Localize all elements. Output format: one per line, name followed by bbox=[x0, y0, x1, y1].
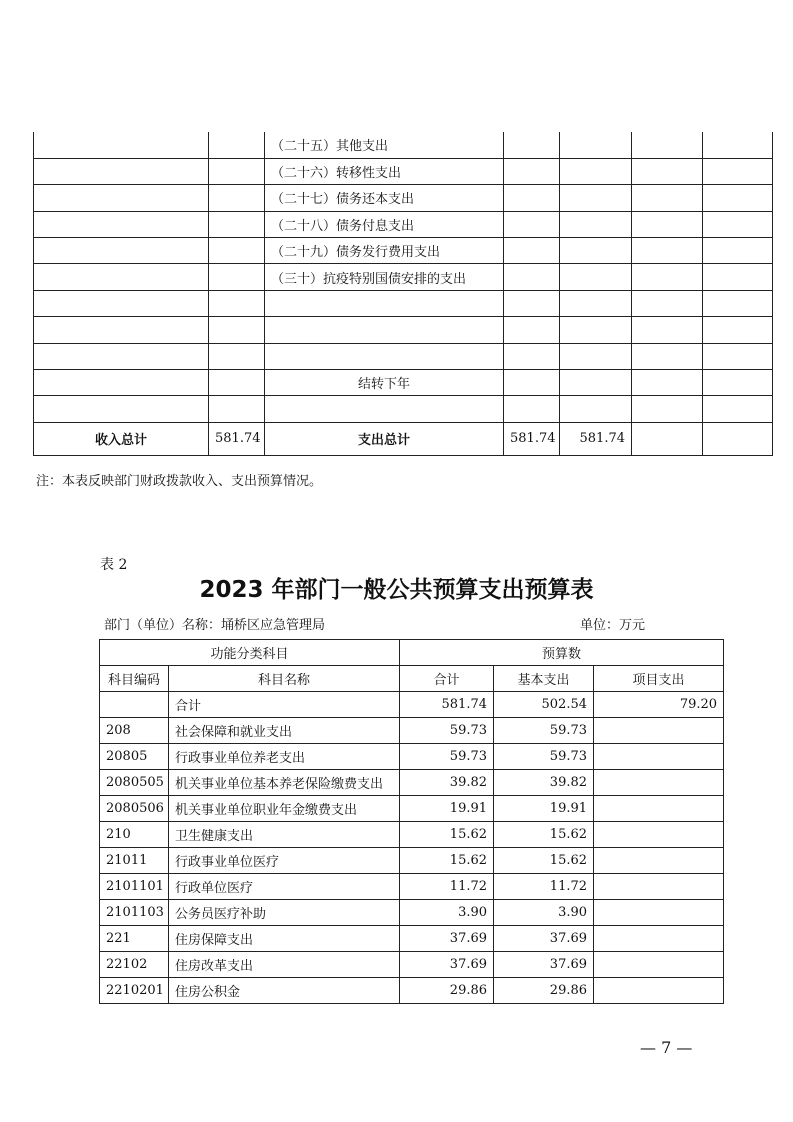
table-cell-name: 行政单位医疗 bbox=[169, 874, 400, 900]
table-cell-project bbox=[594, 952, 724, 978]
table-cell bbox=[265, 317, 504, 343]
table-cell bbox=[504, 185, 560, 211]
table-row bbox=[34, 317, 773, 343]
table-cell bbox=[265, 290, 504, 316]
table-cell bbox=[703, 317, 773, 343]
table-cell-project bbox=[594, 926, 724, 952]
table-row bbox=[100, 822, 724, 848]
table-row bbox=[34, 264, 773, 290]
table-cell bbox=[703, 343, 773, 369]
table-cell: （二十六）转移性支出 bbox=[265, 158, 504, 184]
table-cell bbox=[209, 132, 265, 158]
table-cell bbox=[265, 343, 504, 369]
table-cell-total: 3.90 bbox=[400, 900, 494, 926]
table-row bbox=[100, 926, 724, 952]
table-cell-project bbox=[594, 848, 724, 874]
table-cell bbox=[209, 185, 265, 211]
table-cell-total: 15.62 bbox=[400, 848, 494, 874]
page-number: — 7 — bbox=[640, 1038, 693, 1057]
table-cell bbox=[34, 370, 209, 396]
table-cell-code: 221 bbox=[100, 926, 169, 952]
table-row bbox=[100, 718, 724, 744]
table-header-row bbox=[100, 640, 724, 666]
table-row bbox=[34, 238, 773, 264]
table-cell bbox=[34, 238, 209, 264]
table-cell-code: 2080506 bbox=[100, 796, 169, 822]
table-cell-code: 2101103 bbox=[100, 900, 169, 926]
table-cell: （二十五）其他支出 bbox=[265, 132, 504, 158]
total-cell: 581.74 bbox=[560, 422, 632, 455]
table-cell bbox=[209, 238, 265, 264]
table-cell-name: 住房保障支出 bbox=[169, 926, 400, 952]
table-row bbox=[100, 900, 724, 926]
table-cell-project: 79.20 bbox=[594, 692, 724, 718]
table-cell-project bbox=[594, 978, 724, 1004]
table-cell-total: 59.73 bbox=[400, 718, 494, 744]
table-cell-name: 住房改革支出 bbox=[169, 952, 400, 978]
table-cell bbox=[632, 290, 703, 316]
table-cell bbox=[632, 317, 703, 343]
table-cell bbox=[632, 185, 703, 211]
total-row bbox=[34, 422, 773, 455]
table-cell-project bbox=[594, 770, 724, 796]
table-cell-total: 59.73 bbox=[400, 744, 494, 770]
table-cell bbox=[34, 343, 209, 369]
header-function-classification: 功能分类科目 bbox=[100, 640, 400, 666]
total-cell bbox=[703, 422, 773, 455]
table-cell bbox=[504, 290, 560, 316]
table-cell: （三十）抗疫特别国债安排的支出 bbox=[265, 264, 504, 290]
table-cell bbox=[560, 290, 632, 316]
table-cell-name: 卫生健康支出 bbox=[169, 822, 400, 848]
table-cell bbox=[703, 132, 773, 158]
table-note: 注：本表反映部门财政拨款收入、支出预算情况。 bbox=[36, 474, 323, 489]
header-total: 合计 bbox=[400, 666, 494, 692]
table-cell-total: 39.82 bbox=[400, 770, 494, 796]
table-cell-project bbox=[594, 900, 724, 926]
table-row bbox=[34, 343, 773, 369]
table-cell-project bbox=[594, 822, 724, 848]
table-cell-name: 行政事业单位医疗 bbox=[169, 848, 400, 874]
table-cell bbox=[560, 370, 632, 396]
table-row bbox=[34, 132, 773, 158]
table-cell bbox=[560, 132, 632, 158]
table-cell-basic: 3.90 bbox=[494, 900, 594, 926]
unit-label: 单位：万元 bbox=[580, 618, 646, 633]
page-title: 2023 年部门一般公共预算支出预算表 bbox=[199, 577, 594, 603]
table-cell-name: 合计 bbox=[169, 692, 400, 718]
table-cell bbox=[703, 396, 773, 422]
table-cell bbox=[265, 396, 504, 422]
table-cell-name: 公务员医疗补助 bbox=[169, 900, 400, 926]
table-cell bbox=[504, 211, 560, 237]
table-cell bbox=[560, 396, 632, 422]
table-cell: （二十八）债务付息支出 bbox=[265, 211, 504, 237]
table-row bbox=[34, 370, 773, 396]
table-cell-project bbox=[594, 874, 724, 900]
total-cell: 581.74 bbox=[209, 422, 265, 455]
header-basic: 基本支出 bbox=[494, 666, 594, 692]
table-cell bbox=[703, 211, 773, 237]
table-cell bbox=[504, 396, 560, 422]
table-cell-total: 11.72 bbox=[400, 874, 494, 900]
table-cell bbox=[209, 343, 265, 369]
table-cell bbox=[703, 290, 773, 316]
table-cell bbox=[209, 158, 265, 184]
table-cell bbox=[209, 396, 265, 422]
table-row bbox=[100, 796, 724, 822]
table-cell bbox=[34, 264, 209, 290]
table-row bbox=[34, 158, 773, 184]
table-cell bbox=[560, 317, 632, 343]
table-cell bbox=[703, 158, 773, 184]
table-cell bbox=[34, 396, 209, 422]
table-cell bbox=[560, 343, 632, 369]
table-cell bbox=[209, 370, 265, 396]
table-row bbox=[100, 874, 724, 900]
table-cell-code: 2210201 bbox=[100, 978, 169, 1004]
table-cell-basic: 502.54 bbox=[494, 692, 594, 718]
table-cell-total: 29.86 bbox=[400, 978, 494, 1004]
table-cell bbox=[504, 132, 560, 158]
total-cell: 支出总计 bbox=[265, 422, 504, 455]
table-cell bbox=[632, 343, 703, 369]
table-cell bbox=[34, 185, 209, 211]
table-cell-code bbox=[100, 692, 169, 718]
table-cell-basic: 39.82 bbox=[494, 770, 594, 796]
table-cell bbox=[560, 158, 632, 184]
table-cell-code: 22102 bbox=[100, 952, 169, 978]
table-row bbox=[100, 848, 724, 874]
table-cell-name: 行政事业单位养老支出 bbox=[169, 744, 400, 770]
table-number: 表 2 bbox=[100, 557, 128, 573]
table-cell-project bbox=[594, 718, 724, 744]
table-row bbox=[34, 211, 773, 237]
table-cell bbox=[560, 185, 632, 211]
table-cell-basic: 11.72 bbox=[494, 874, 594, 900]
table-cell-total: 19.91 bbox=[400, 796, 494, 822]
table-cell: 结转下年 bbox=[265, 370, 504, 396]
table-row bbox=[100, 978, 724, 1004]
table-cell bbox=[632, 132, 703, 158]
table-cell bbox=[34, 290, 209, 316]
header-code: 科目编码 bbox=[100, 666, 169, 692]
table-cell bbox=[632, 396, 703, 422]
table-cell-basic: 37.69 bbox=[494, 926, 594, 952]
total-cell: 收入总计 bbox=[34, 422, 209, 455]
table-cell-name: 社会保障和就业支出 bbox=[169, 718, 400, 744]
table-cell-code: 20805 bbox=[100, 744, 169, 770]
table-cell bbox=[209, 317, 265, 343]
expenditure-budget-table bbox=[99, 639, 724, 1004]
total-cell bbox=[632, 422, 703, 455]
table-cell-name: 机关事业单位基本养老保险缴费支出 bbox=[169, 770, 400, 796]
table-cell bbox=[703, 185, 773, 211]
table-cell bbox=[632, 211, 703, 237]
table-row bbox=[34, 396, 773, 422]
table-cell bbox=[209, 290, 265, 316]
header-name: 科目名称 bbox=[169, 666, 400, 692]
table-row bbox=[34, 185, 773, 211]
table-subheader-row bbox=[100, 666, 724, 692]
income-expense-table bbox=[33, 132, 773, 456]
table-cell-total: 581.74 bbox=[400, 692, 494, 718]
table-cell bbox=[560, 211, 632, 237]
table-cell: （二十九）债务发行费用支出 bbox=[265, 238, 504, 264]
table-cell bbox=[504, 370, 560, 396]
table-row bbox=[100, 744, 724, 770]
table-cell bbox=[703, 238, 773, 264]
table-cell bbox=[504, 343, 560, 369]
table-cell-basic: 19.91 bbox=[494, 796, 594, 822]
table-cell bbox=[209, 264, 265, 290]
table-cell-total: 15.62 bbox=[400, 822, 494, 848]
table-cell-name: 住房公积金 bbox=[169, 978, 400, 1004]
table-cell-code: 210 bbox=[100, 822, 169, 848]
table-cell bbox=[34, 317, 209, 343]
table-cell bbox=[632, 264, 703, 290]
table-cell bbox=[504, 317, 560, 343]
table-cell bbox=[560, 264, 632, 290]
table-row bbox=[100, 692, 724, 718]
table-row bbox=[100, 770, 724, 796]
table-cell-name: 机关事业单位职业年金缴费支出 bbox=[169, 796, 400, 822]
table-cell bbox=[209, 211, 265, 237]
table-cell-basic: 59.73 bbox=[494, 744, 594, 770]
header-budget: 预算数 bbox=[400, 640, 724, 666]
table-cell bbox=[504, 264, 560, 290]
table-cell bbox=[703, 370, 773, 396]
table-cell-code: 2101101 bbox=[100, 874, 169, 900]
table-cell-code: 2080505 bbox=[100, 770, 169, 796]
table-cell-code: 21011 bbox=[100, 848, 169, 874]
table-cell bbox=[632, 238, 703, 264]
total-cell: 581.74 bbox=[504, 422, 560, 455]
table-cell-basic: 37.69 bbox=[494, 952, 594, 978]
table-cell bbox=[34, 211, 209, 237]
header-project: 项目支出 bbox=[594, 666, 724, 692]
table-cell bbox=[34, 158, 209, 184]
table-row bbox=[100, 952, 724, 978]
table-cell bbox=[703, 264, 773, 290]
table-cell bbox=[34, 132, 209, 158]
table-cell-basic: 15.62 bbox=[494, 848, 594, 874]
table-row bbox=[34, 290, 773, 316]
table-cell bbox=[504, 238, 560, 264]
table-cell-total: 37.69 bbox=[400, 926, 494, 952]
table-cell bbox=[560, 238, 632, 264]
table-cell-code: 208 bbox=[100, 718, 169, 744]
table-cell-total: 37.69 bbox=[400, 952, 494, 978]
table-cell bbox=[632, 370, 703, 396]
table-cell bbox=[632, 158, 703, 184]
table-cell-basic: 59.73 bbox=[494, 718, 594, 744]
table-cell-project bbox=[594, 744, 724, 770]
table-cell-project bbox=[594, 796, 724, 822]
table-cell-basic: 29.86 bbox=[494, 978, 594, 1004]
table-cell: （二十七）债务还本支出 bbox=[265, 185, 504, 211]
table-cell bbox=[504, 158, 560, 184]
department-name: 部门（单位）名称：埇桥区应急管理局 bbox=[104, 618, 326, 633]
table-cell-basic: 15.62 bbox=[494, 822, 594, 848]
